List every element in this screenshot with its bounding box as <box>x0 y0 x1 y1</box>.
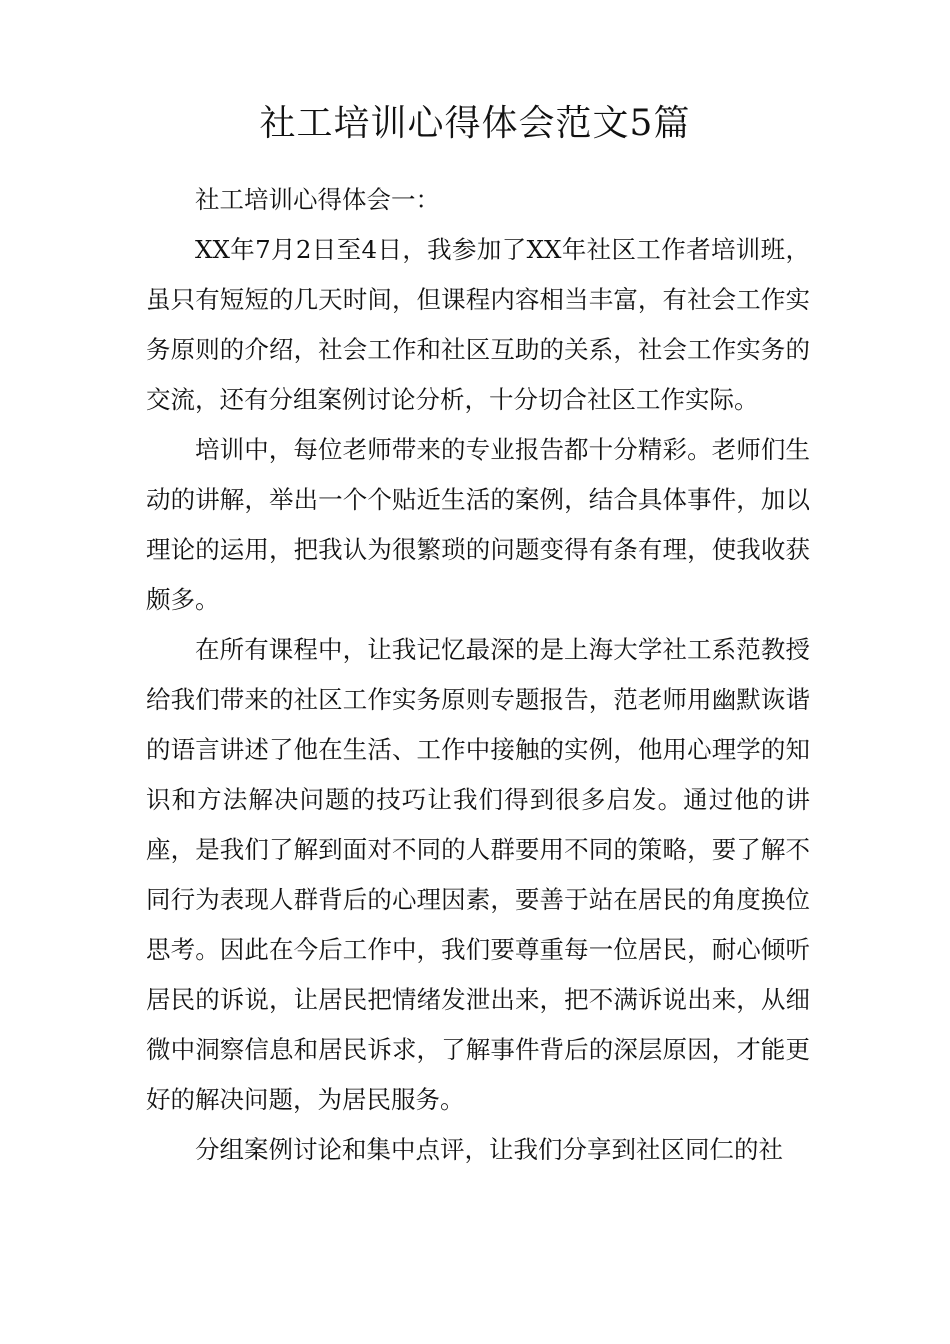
document-body <box>146 175 810 1175</box>
paragraph-subheading: 社工培训心得体会一： <box>195 185 440 214</box>
paragraph-training-overview: XX年7月2日至4日，我参加了XX年社区工作者培训班，虽只有短短的几天时间，但课程内容相当丰富，有社会工作实务原则的介绍，社会工作和社区互助的关系，社会工作实务的交流，还有分组案例讨论分析，十分切合社区工作实际。 <box>146 235 810 414</box>
paragraph-memorable-course: 在所有课程中，让我记忆最深的是上海大学社工系范教授给我们带来的社区工作实务原则专题报告，范老师用幽默诙谐的语言讲述了他在生活、工作中接触的实例，他用心理学的知识和方法解决问题的技巧让我们得到很多启发。通过他的讲座，是我们了解到面对不同的人群要用不同的策略，要了解不同行为表现人群背后的心理因素，要善于站在居民的角度换位思考。因此在今后工作中，我们要尊重每一位居民，耐心倾听居民的诉说，让居民把情绪发泄出来，把不满诉说出来，从细微中洞察信息和居民诉求，了解事件背后的深层原因，才能更好的解决问题，为居民服务。 <box>146 635 810 1114</box>
document-title: 社工培训心得体会范文5篇 <box>259 103 691 144</box>
paragraph-teacher-reports: 培训中，每位老师带来的专业报告都十分精彩。老师们生动的讲解，举出一个个贴近生活的案例，结合具体事件，加以理论的运用，把我认为很繁琐的问题变得有条有理，使我收获颇多。 <box>146 435 810 614</box>
paragraph-group-discussion: 分组案例讨论和集中点评，让我们分享到社区同仁的社 <box>195 1135 783 1164</box>
